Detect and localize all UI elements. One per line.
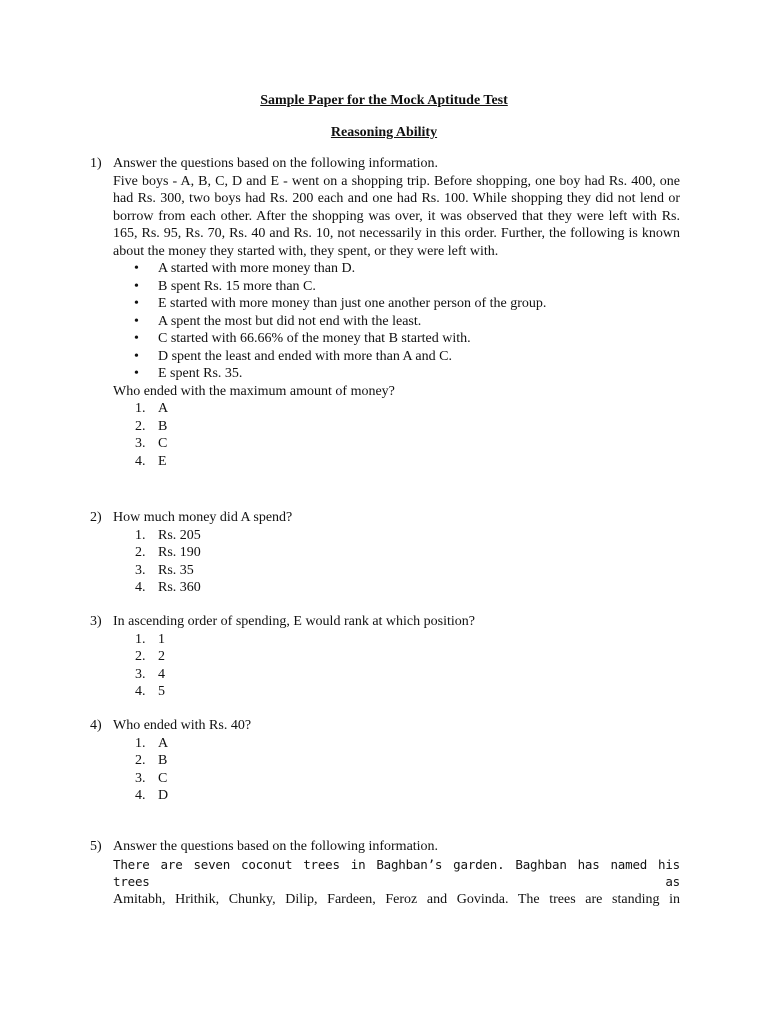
question-passage: Five boys - A, B, C, D and E - went on a shopping trip. Before shopping, one boy had Rs. 400, one had Rs. 300, two boys had Rs. 200 each and one had Rs. 100. While shopping they did not lend or borrow from each other. After the shopping was over, it was observed that they were left with Rs. 165, Rs. 95, Rs. 70, Rs. 40 and Rs. 10, not necessarily in this order. Further, the following is known about the money they started with, they spent, or they were left with. bbox=[113, 173, 680, 259]
question-passage-line-1: There are seven coconut trees in Baghban’s garden. Baghban has named his trees as bbox=[113, 856, 680, 889]
option-text: B bbox=[158, 753, 168, 768]
answer-option[interactable] bbox=[135, 435, 680, 453]
option-number: 1. bbox=[135, 631, 146, 647]
list-item bbox=[134, 295, 680, 313]
option-text: D bbox=[158, 788, 169, 803]
list-item bbox=[134, 278, 680, 296]
option-text: Rs. 35 bbox=[158, 562, 194, 578]
question-intro: Answer the questions based on the following information. bbox=[113, 839, 439, 854]
question-4 bbox=[90, 717, 680, 805]
answer-options bbox=[113, 527, 680, 597]
option-text: A bbox=[158, 401, 169, 416]
answer-option[interactable] bbox=[135, 418, 680, 436]
answer-option[interactable] bbox=[135, 562, 680, 580]
condition-text: D spent the least and ended with more than A and C. bbox=[158, 348, 452, 364]
option-text: 4 bbox=[158, 666, 165, 682]
option-number: 1. bbox=[135, 401, 146, 416]
option-number: 3. bbox=[135, 436, 146, 451]
answer-option[interactable] bbox=[135, 752, 680, 770]
condition-text: A started with more money than D. bbox=[158, 261, 356, 276]
answer-option[interactable] bbox=[135, 400, 680, 418]
section-heading: Reasoning Ability bbox=[330, 125, 438, 140]
bullet-icon: • bbox=[134, 261, 139, 276]
option-number: 3. bbox=[135, 666, 146, 682]
option-text: Rs. 205 bbox=[158, 527, 201, 543]
question-3 bbox=[90, 613, 680, 701]
option-text: 1 bbox=[158, 631, 165, 647]
option-number: 2. bbox=[135, 753, 146, 768]
question-prompt: How much money did A spend? bbox=[113, 510, 293, 525]
option-text: B bbox=[158, 418, 168, 434]
answer-option[interactable] bbox=[135, 544, 680, 562]
question-number: 1) bbox=[90, 156, 102, 171]
answer-option[interactable] bbox=[135, 770, 680, 788]
answer-option[interactable] bbox=[135, 683, 680, 701]
option-number: 4. bbox=[135, 580, 146, 595]
question-5 bbox=[90, 838, 680, 908]
bullet-icon: • bbox=[134, 296, 139, 311]
page-title: Sample Paper for the Mock Aptitude Test bbox=[260, 93, 508, 108]
option-text: 5 bbox=[158, 684, 165, 699]
question-prompt: Who ended with the maximum amount of money? bbox=[113, 383, 395, 399]
option-text: Rs. 360 bbox=[158, 580, 201, 595]
option-number: 3. bbox=[135, 562, 146, 578]
option-text: 2 bbox=[158, 649, 165, 664]
question-number: 5) bbox=[90, 839, 102, 854]
option-number: 2. bbox=[135, 418, 146, 434]
question-number: 3) bbox=[90, 614, 102, 629]
option-text: C bbox=[158, 436, 168, 451]
question-intro: Answer the questions based on the following information. bbox=[113, 156, 439, 171]
bullet-icon: • bbox=[134, 366, 139, 381]
list-item bbox=[134, 313, 680, 331]
option-text: E bbox=[158, 453, 167, 469]
answer-options bbox=[113, 400, 680, 470]
condition-text: A spent the most but did not end with the least. bbox=[158, 313, 422, 329]
option-text: Rs. 190 bbox=[158, 545, 201, 560]
option-number: 3. bbox=[135, 770, 146, 786]
option-number: 2. bbox=[135, 649, 146, 664]
list-item bbox=[134, 330, 680, 348]
question-number: 2) bbox=[90, 510, 102, 525]
question-passage-line-2: Amitabh, Hrithik, Chunky, Dilip, Fardeen, Feroz and Govinda. The trees are standing in bbox=[113, 891, 680, 907]
answer-option[interactable] bbox=[135, 648, 680, 666]
answer-options bbox=[113, 735, 680, 805]
condition-text: B spent Rs. 15 more than C. bbox=[158, 278, 316, 294]
condition-text: E started with more money than just one another person of the group. bbox=[158, 296, 547, 311]
option-number: 1. bbox=[135, 527, 146, 543]
question-prompt: In ascending order of spending, E would rank at which position? bbox=[113, 614, 475, 629]
answer-option[interactable] bbox=[135, 579, 680, 597]
answer-options bbox=[113, 631, 680, 701]
option-number: 4. bbox=[135, 684, 146, 699]
condition-text: C started with 66.66% of the money that B started with. bbox=[158, 331, 471, 346]
question-1 bbox=[90, 155, 680, 470]
option-number: 4. bbox=[135, 453, 146, 469]
answer-option[interactable] bbox=[135, 631, 680, 649]
answer-option[interactable] bbox=[135, 453, 680, 471]
condition-text: E spent Rs. 35. bbox=[158, 366, 243, 381]
condition-list bbox=[113, 260, 680, 383]
list-item bbox=[134, 348, 680, 366]
option-number: 4. bbox=[135, 788, 146, 803]
answer-option[interactable] bbox=[135, 735, 680, 753]
bullet-icon: • bbox=[134, 313, 139, 329]
option-text: C bbox=[158, 770, 168, 786]
option-number: 1. bbox=[135, 735, 146, 751]
answer-option[interactable] bbox=[135, 527, 680, 545]
answer-option[interactable] bbox=[135, 787, 680, 805]
list-item bbox=[134, 260, 680, 278]
question-number: 4) bbox=[90, 718, 102, 733]
list-item bbox=[134, 365, 680, 383]
question-2 bbox=[90, 509, 680, 597]
option-number: 2. bbox=[135, 545, 146, 560]
bullet-icon: • bbox=[134, 278, 139, 294]
bullet-icon: • bbox=[134, 331, 139, 346]
bullet-icon: • bbox=[134, 348, 139, 364]
answer-option[interactable] bbox=[135, 666, 680, 684]
question-prompt: Who ended with Rs. 40? bbox=[113, 718, 252, 733]
option-text: A bbox=[158, 735, 169, 751]
